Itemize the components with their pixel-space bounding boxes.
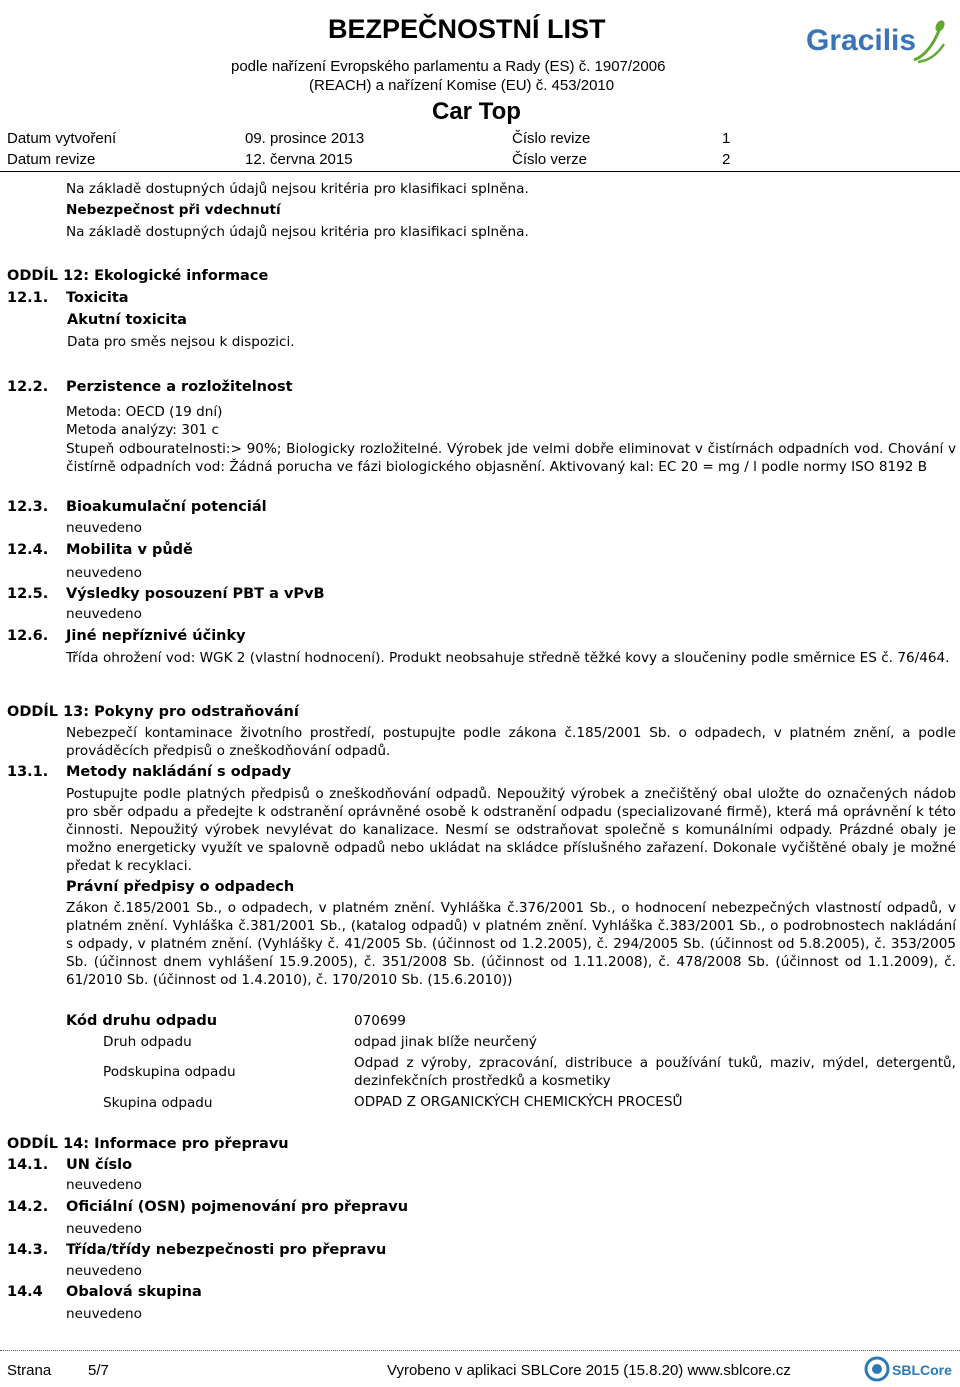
section-12-5-heading: Výsledky posouzení PBT a vPvB (66, 586, 325, 602)
acute-toxicity-heading: Akutní toxicita (67, 312, 187, 328)
intro-line-2: Na základě dostupných údajů nejsou kritéria pro klasifikaci splněna. (66, 224, 529, 240)
section-13-1-heading: Metody nakládání s odpady (66, 764, 292, 780)
generator-credit: Vyrobeno v aplikaci SBLCore 2015 (15.8.20) www.sblcore.cz (387, 1362, 791, 1379)
waste-subgroup-label: Podskupina odpadu (103, 1064, 236, 1080)
regulation-line-2: (REACH) a nařízení Komise (EU) č. 453/2010 (309, 77, 615, 94)
section-12-6-number: 12.6. (7, 628, 49, 644)
section-12-title: ODDÍL 12: Ekologické informace (7, 268, 269, 284)
section-14-4-value: neuvedeno (66, 1306, 142, 1322)
version-value: 2 (722, 151, 731, 168)
section-12-1-heading: Toxicita (66, 290, 129, 306)
water-hazard-paragraph: Třída ohrožení vod: WGK 2 (vlastní hodnocení). Produkt neobsahuje středně těžké kovy a sloučeniny podle směrnice ES č. 76/464. (66, 650, 950, 666)
section-13-title: ODDÍL 13: Pokyny pro odstraňování (7, 704, 299, 720)
section-12-3-value: neuvedeno (66, 520, 142, 536)
created-label: Datum vytvoření (7, 130, 117, 147)
section-12-2-heading: Perzistence a rozložitelnost (66, 379, 293, 395)
section-14-1-value: neuvedeno (66, 1177, 142, 1193)
revised-value: 12. června 2015 (245, 151, 353, 168)
intro-line-1: Na základě dostupných údajů nejsou kritéria pro klasifikaci splněna. (66, 181, 529, 197)
regulation-line-1: podle nařízení Evropského parlamentu a Rady (ES) č. 1907/2006 (231, 58, 666, 75)
section-12-3-heading: Bioakumulační potenciál (66, 499, 267, 515)
section-12-1-number: 12.1. (7, 290, 49, 306)
version-label: Číslo verze (512, 151, 588, 168)
gracilis-logo (806, 14, 946, 74)
waste-type-value: odpad jinak blíže neurčený (354, 1034, 537, 1050)
section-14-title: ODDÍL 14: Informace pro přepravu (7, 1136, 289, 1152)
section-14-2-value: neuvedeno (66, 1221, 142, 1237)
revision-number-value: 1 (722, 130, 731, 147)
disposal-intro-paragraph: Nebezpečí kontaminace životního prostředí, postupujte podle zákona č.185/2001 Sb. o odpadech, v platném znění, a podle prováděcích předpisů o zneškodňování odpadů. (66, 725, 956, 759)
section-14-2-number: 14.2. (7, 1199, 49, 1215)
header-divider (0, 171, 960, 172)
page-number: 5/7 (88, 1362, 109, 1379)
section-12-5-value: neuvedeno (66, 606, 142, 622)
waste-code-value: 070699 (354, 1013, 406, 1029)
degradability-paragraph: Stupeň odbouratelnosti:> 90%; Biologicky rozložitelné. Výrobek jde velmi dobře eliminovat v čistírnách odpadních vod. Chování v čistírně odpadních vod: Žádná porucha ve fázi biologického objasnění. Aktivovaný kal: EC 20 = mg / l podle normy ISO 8192 B (66, 441, 956, 475)
section-14-1-number: 14.1. (7, 1157, 49, 1173)
waste-group-value: ODPAD Z ORGANICKÝCH CHEMICKÝCH PROCESŮ (354, 1094, 683, 1110)
analysis-method-line: Metoda analýzy: 301 c (66, 422, 219, 438)
waste-group-label: Skupina odpadu (103, 1095, 213, 1111)
method-line: Metoda: OECD (19 dní) (66, 404, 223, 420)
footer-divider (0, 1350, 960, 1351)
section-14-4-number: 14.4 (7, 1284, 43, 1300)
section-14-2-heading: Oficiální (OSN) pojmenování pro přepravu (66, 1199, 409, 1215)
revised-label: Datum revize (7, 151, 96, 168)
waste-subgroup-value: Odpad z výroby, zpracování, distribuce a používání tuků, maziv, mýdel, detergentů, dezinfekčních prostředků a kosmetiky (354, 1055, 956, 1089)
section-12-4-number: 12.4. (7, 542, 49, 558)
created-value: 09. prosince 2013 (245, 130, 365, 147)
sblcore-logo (864, 1355, 958, 1383)
section-12-5-number: 12.5. (7, 586, 49, 602)
section-14-3-number: 14.3. (7, 1242, 49, 1258)
legal-regulations-paragraph: Zákon č.185/2001 Sb., o odpadech, v platném znění. Vyhláška č.376/2001 Sb., o hodnocení nebezpečných vlastností odpadů, v platném znění. Vyhláška č.381/2001 Sb., (katalog odpadů) v platném znění. Vyhláška č.383/2001 Sb., o podrobnostech nakládání s odpady, v platném znění. (Vyhlášky č. 41/2005 Sb. (účinnost od 1.2.2005), č. 294/2005 Sb. (účinnost od 5.8.2005), č. 353/2005 Sb. (účinnost dnem vyhlášení 15.9.2005), č. 351/2008 Sb. (účinnost od 1.11.2008), č. 478/2008 Sb. (účinnost od 1.1.2009), č. 61/2010 Sb. (účinnost od 1.4.2010), č. 170/2010 Sb. (15.6.2010)) (66, 900, 956, 988)
intro-heading: Nebezpečnost při vdechnutí (66, 202, 281, 218)
waste-methods-paragraph: Postupujte podle platných předpisů o zneškodňování odpadů. Nepoužitý výrobek a znečištěný obal uložte do označených nádob pro sběr odpadu a předejte k odstranění oprávněné osobě k odstranění odpadu (specializované firmě), která má oprávnění k této činnosti. Nepoužitý výrobek nevylévat do kanalizace. Nesmí se odstraňovat společně s komunálními odpady. Prázdné obaly je možno energeticky využít ve spalovně odpadů nebo ukládat na skládce příslušného zařazení. Dokonale vyčištěné obaly je možné předat k recyklaci. (66, 786, 956, 874)
revision-number-label: Číslo revize (512, 130, 591, 147)
sblcore-logo-text: SBLCore (892, 1362, 952, 1378)
section-14-3-value: neuvedeno (66, 1263, 142, 1279)
legal-regulations-heading: Právní předpisy o odpadech (66, 879, 295, 895)
section-14-4-heading: Obalová skupina (66, 1284, 202, 1300)
document-title: BEZPEČNOSTNÍ LIST (328, 14, 606, 44)
section-12-6-heading: Jiné nepříznivé účinky (66, 628, 246, 644)
section-12-2-number: 12.2. (7, 379, 49, 395)
gracilis-logo-text: Gracilis (806, 24, 917, 57)
waste-type-label: Druh odpadu (103, 1034, 192, 1050)
section-12-4-heading: Mobilita v půdě (66, 542, 193, 558)
section-12-3-number: 12.3. (7, 499, 49, 515)
waste-code-label: Kód druhu odpadu (66, 1013, 218, 1029)
section-14-3-heading: Třída/třídy nebezpečnosti pro přepravu (66, 1242, 387, 1258)
section-12-4-value: neuvedeno (66, 565, 142, 581)
product-name: Car Top (432, 98, 521, 125)
section-14-1-heading: UN číslo (66, 1157, 133, 1173)
section-13-1-number: 13.1. (7, 764, 49, 780)
page-label: Strana (7, 1362, 52, 1379)
acute-toxicity-text: Data pro směs nejsou k dispozici. (67, 334, 295, 350)
